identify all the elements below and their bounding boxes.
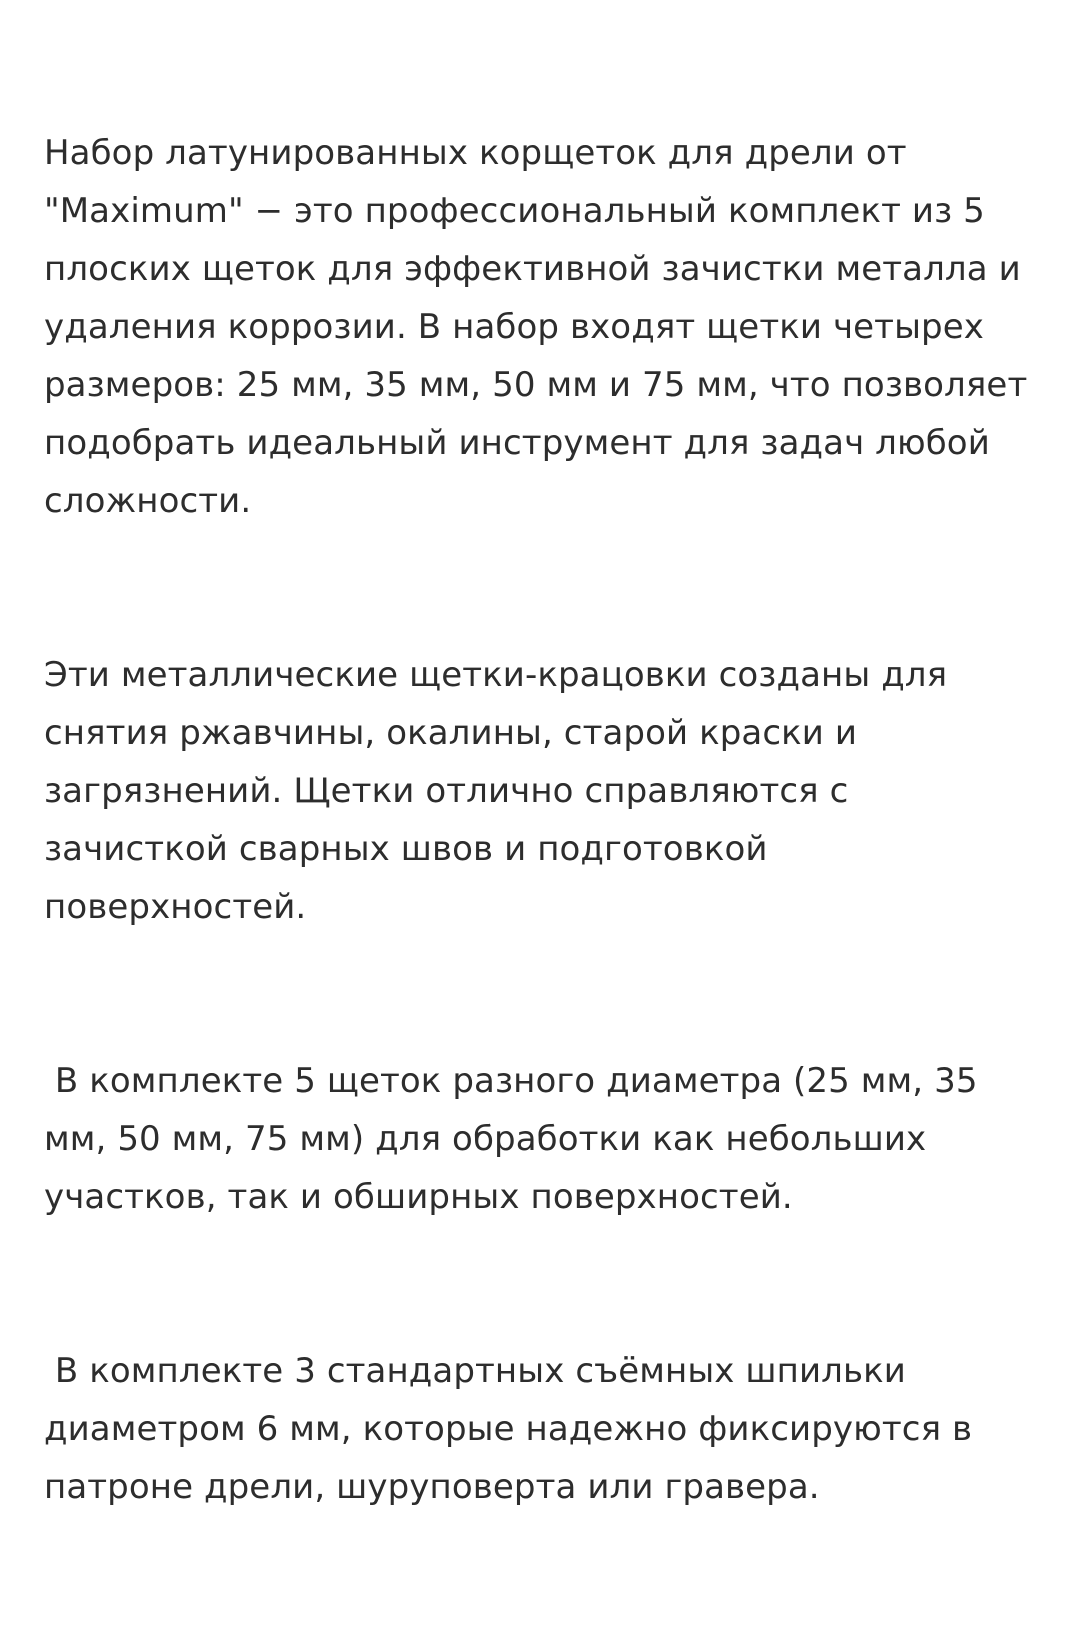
description-paragraph-4: В комплекте 3 стандартных съёмных шпильки диаметром 6 мм, которые надежно фиксируются в патроне дрели, шуруповерта или гравера. <box>44 1351 984 1507</box>
description-paragraph-2: Эти металлические щетки-крацовки созданы для снятия ржавчины, окалины, старой краски и загрязнений. Щетки отлично справляются с зачисткой сварных швов и подготовкой поверхностей. <box>44 655 959 927</box>
product-description-block <box>44 8 1039 1632</box>
description-paragraph-3: В комплекте 5 щеток разного диаметра (25 мм, 35 мм, 50 мм, 75 мм) для обработки как небольших участков, так и обширных поверхностей. <box>44 1061 989 1217</box>
description-paragraph-1: Набор латунированных корщеток для дрели от "Maximum" − это профессиональный комплект из 5 плоских щеток для эффективной зачистки металла и удаления коррозии. В набор входят щетки четырех размеров: 25 мм, 35 мм, 50 мм и 75 мм, что позволяет подобрать идеальный инструмент для задач любой сложности. <box>44 133 1039 521</box>
